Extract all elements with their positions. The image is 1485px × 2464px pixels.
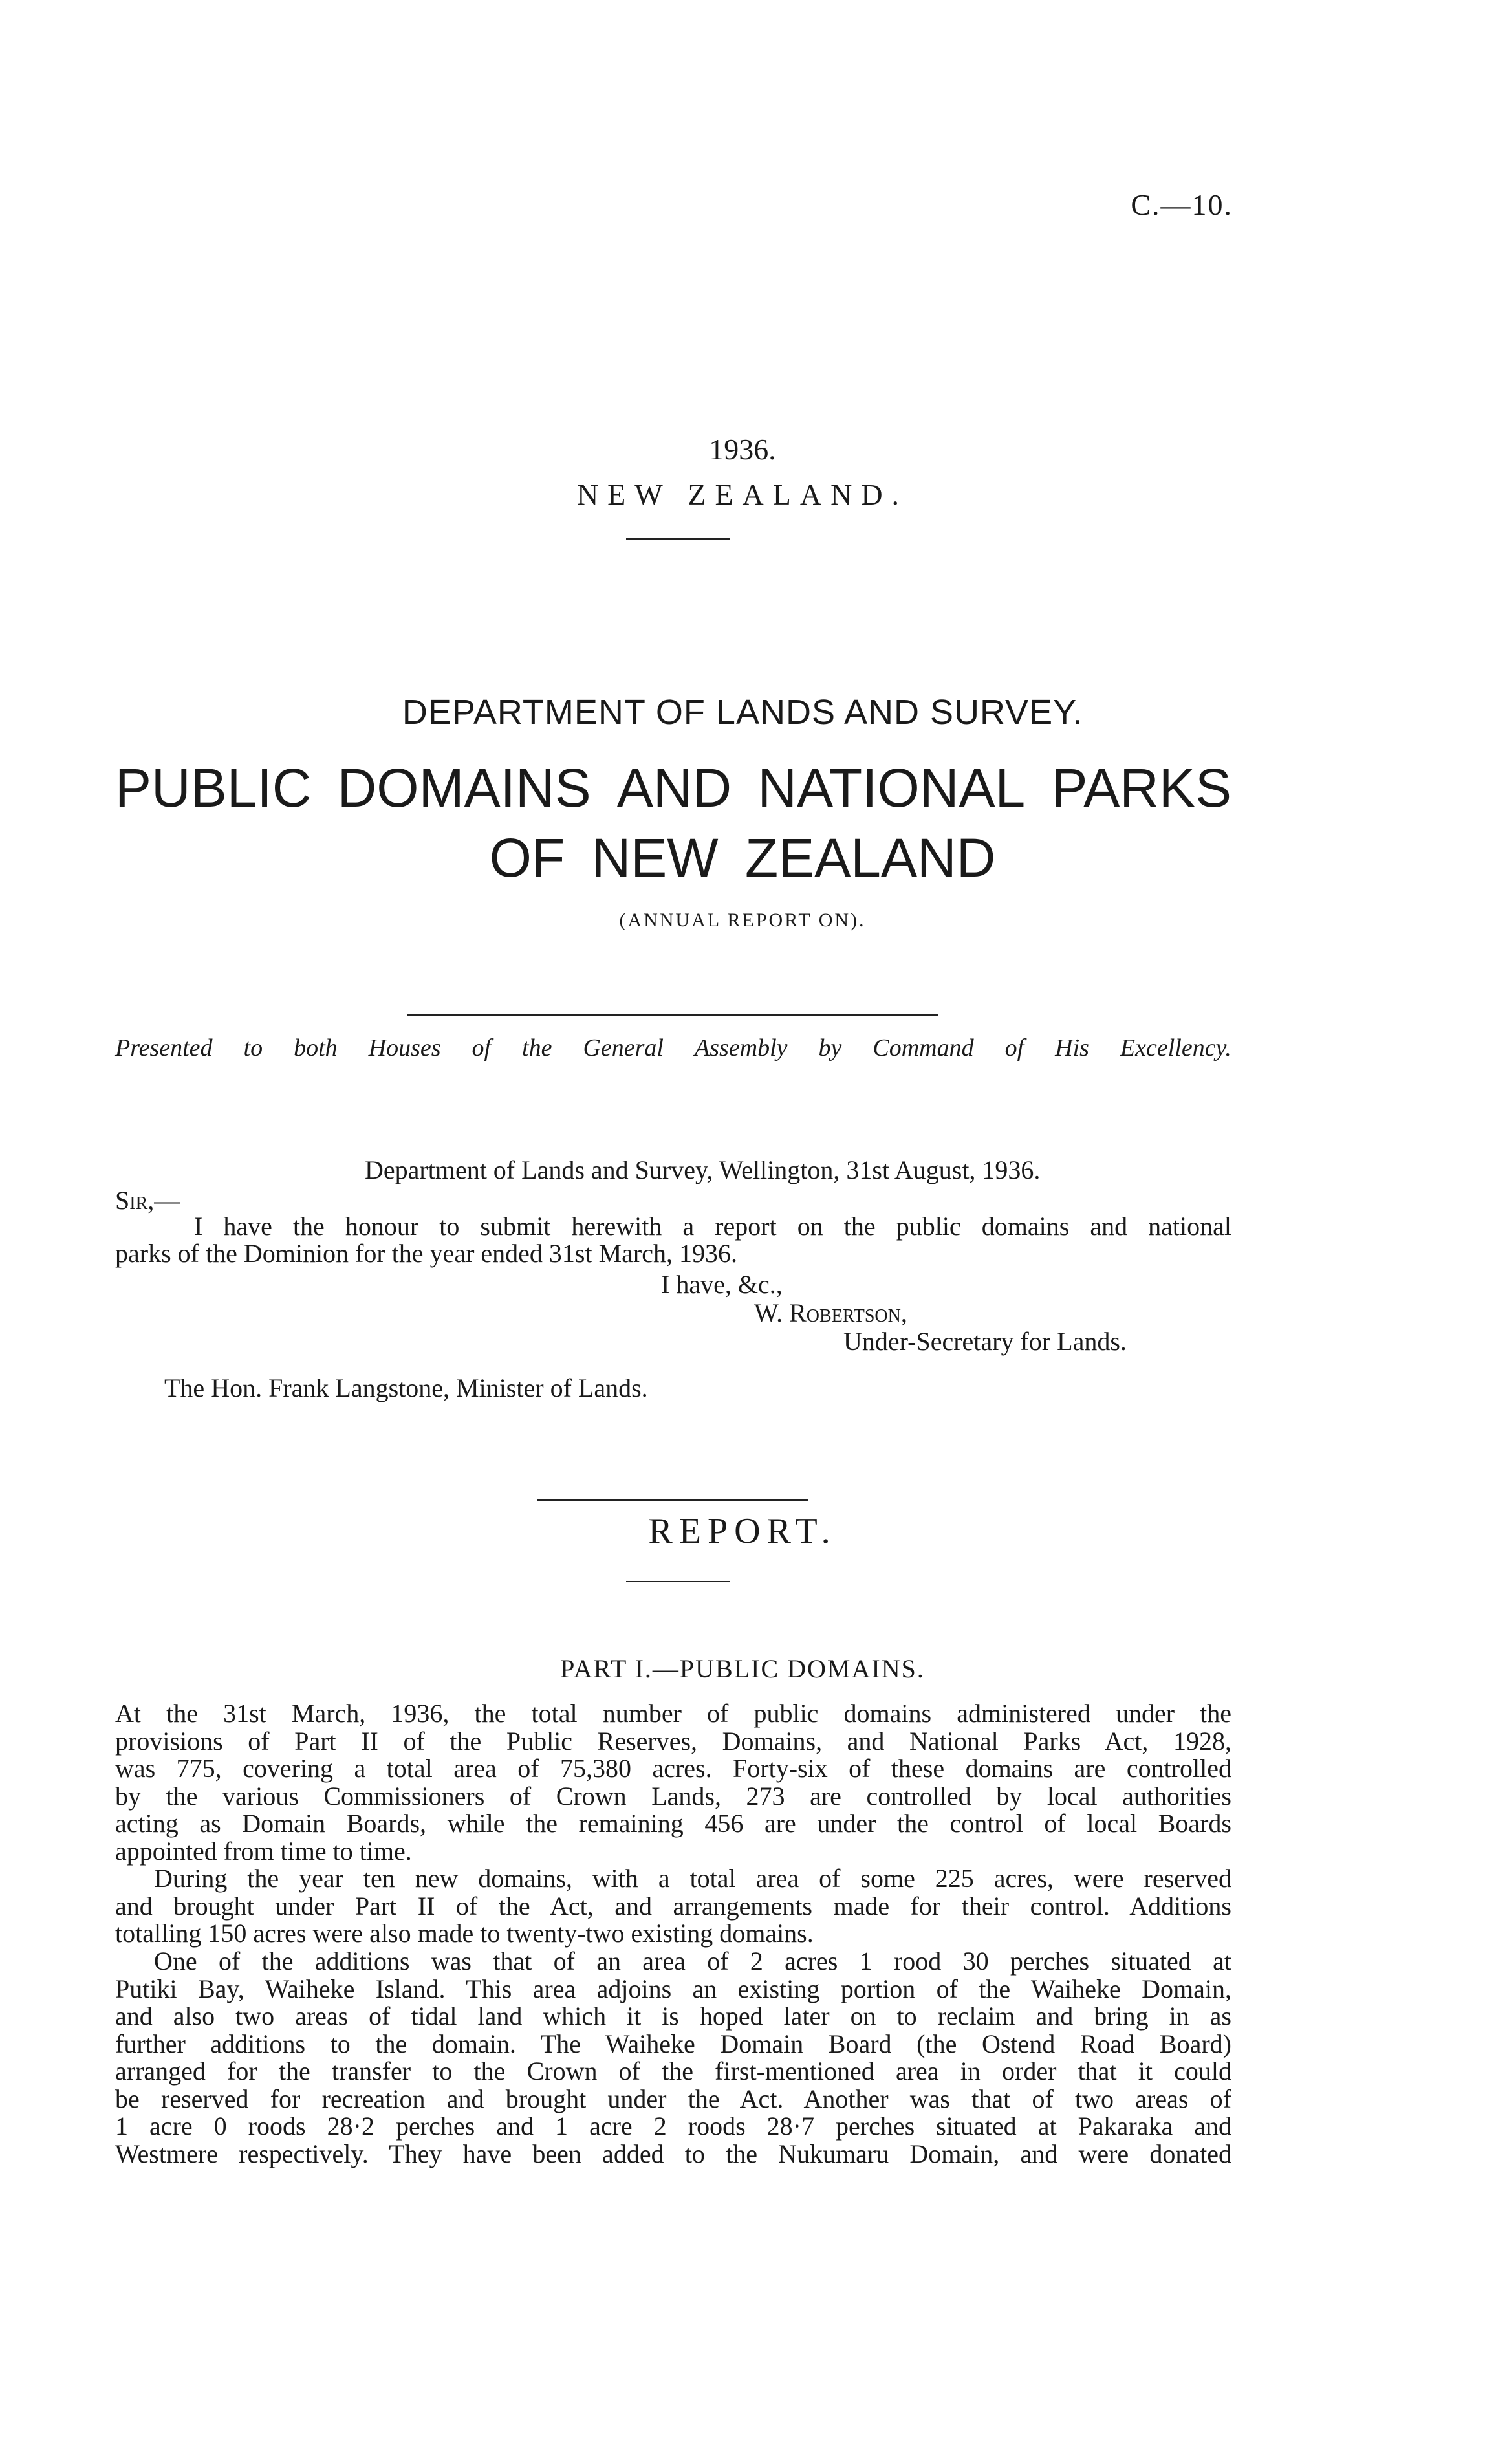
paragraph-line: and also two areas of tidal land which it is hoped later on to reclaim and bring in as	[115, 2001, 1231, 2031]
paragraph-line: was 775, covering a total area of 75,380 acres. Forty-six of these domains are controlled	[115, 1754, 1231, 1783]
letter-salutation: Sir,—	[115, 1186, 180, 1215]
presented-word: the	[522, 1034, 552, 1062]
letter-body-line-1: I have the honour to submit herewith a report on the public domains and national	[194, 1212, 1231, 1241]
paragraph-line: Putiki Bay, Waiheke Island. This area adjoins an existing portion of the Waiheke Domain,	[115, 1974, 1231, 2003]
country-heading: NEW ZEALAND.	[576, 478, 909, 511]
paragraph-line: provisions of Part II of the Public Reserves, Domains, and National Parks Act, 1928,	[115, 1726, 1231, 1756]
paragraph-line: totalling 150 acres were also made to twenty-two existing domains.	[115, 1919, 814, 1948]
presented-word: Presented	[115, 1034, 213, 1062]
subtitle: (ANNUAL REPORT ON).	[619, 910, 866, 931]
paragraph-line: At the 31st March, 1936, the total number of public domains administered under the	[115, 1699, 1231, 1728]
main-title-line-1	[115, 757, 1231, 820]
paragraph-line: 1 acre 0 roods 28·2 perches and 1 acre 2 roods 28·7 perches situated at Pakaraka and	[115, 2111, 1231, 2141]
divider-rule	[537, 1499, 808, 1501]
divider-rule	[626, 538, 730, 540]
presented-word: to	[243, 1034, 263, 1062]
presented-word: His	[1055, 1034, 1089, 1062]
presented-word: Command	[873, 1034, 974, 1062]
letter-address-line: Department of Lands and Survey, Wellington, 31st August, 1936.	[365, 1155, 1041, 1184]
presented-word: Excellency.	[1120, 1034, 1231, 1062]
title-word: PARKS	[1051, 758, 1231, 818]
title-word: NATIONAL	[757, 758, 1026, 818]
divider-rule	[626, 1581, 730, 1582]
main-title-line-2: OF NEW ZEALAND	[489, 827, 996, 888]
letter-signatory: W. Robertson,	[754, 1298, 907, 1327]
presented-word: both	[294, 1034, 338, 1062]
divider-rule	[407, 1014, 938, 1016]
department-heading: DEPARTMENT OF LANDS AND SURVEY.	[402, 693, 1083, 732]
title-word: DOMAINS	[337, 758, 591, 818]
paragraph-line: acting as Domain Boards, while the remaining 456 are under the control of local Boards	[115, 1809, 1231, 1838]
title-word: PUBLIC	[115, 758, 312, 818]
paragraph-line: appointed from time to time.	[115, 1836, 412, 1866]
letter-addressee: The Hon. Frank Langstone, Minister of Lands.	[164, 1373, 648, 1402]
presented-word: Assembly	[694, 1034, 788, 1062]
presented-word: Houses	[368, 1034, 441, 1062]
report-paragraph-1	[115, 1700, 1231, 1865]
presented-line	[115, 1034, 1231, 1062]
report-paragraph-2	[115, 1865, 1231, 1948]
report-year: 1936.	[709, 433, 776, 466]
paragraph-line: be reserved for recreation and brought under the Act. Another was that of two areas of	[115, 2084, 1231, 2113]
letter-signatory-title: Under-Secretary for Lands.	[843, 1327, 1127, 1356]
presented-word: of	[1004, 1034, 1024, 1062]
paragraph-line: and brought under Part II of the Act, and arrangements made for their control. Additions	[115, 1891, 1231, 1921]
report-paragraph-3	[115, 1948, 1231, 2168]
paragraph-line: further additions to the domain. The Waiheke Domain Board (the Ostend Road Board)	[115, 2029, 1231, 2058]
presented-word: by	[818, 1034, 842, 1062]
paragraph-line: Westmere respectively. They have been added to the Nukumaru Domain, and were donated	[115, 2139, 1231, 2168]
report-heading: REPORT.	[648, 1511, 837, 1551]
paragraph-line: by the various Commissioners of Crown Lands, 273 are controlled by local authorities	[115, 1781, 1231, 1811]
paragraph-line: One of the additions was that of an area of 2 acres 1 rood 30 perches situated at	[154, 1946, 1231, 1976]
letter-body-line-2: parks of the Dominion for the year ended 31st March, 1936.	[115, 1239, 737, 1268]
paragraph-line: During the year ten new domains, with a total area of some 225 acres, were reserved	[154, 1864, 1231, 1893]
part-heading: PART I.—PUBLIC DOMAINS.	[560, 1654, 925, 1683]
presented-word: General	[583, 1034, 664, 1062]
page-reference: C.—10.	[1131, 188, 1233, 221]
paragraph-line: arranged for the transfer to the Crown of the first-mentioned area in order that it could	[115, 2056, 1231, 2086]
presented-word: of	[472, 1034, 492, 1062]
title-word: AND	[616, 758, 732, 818]
letter-closing: I have, &c.,	[661, 1270, 783, 1299]
